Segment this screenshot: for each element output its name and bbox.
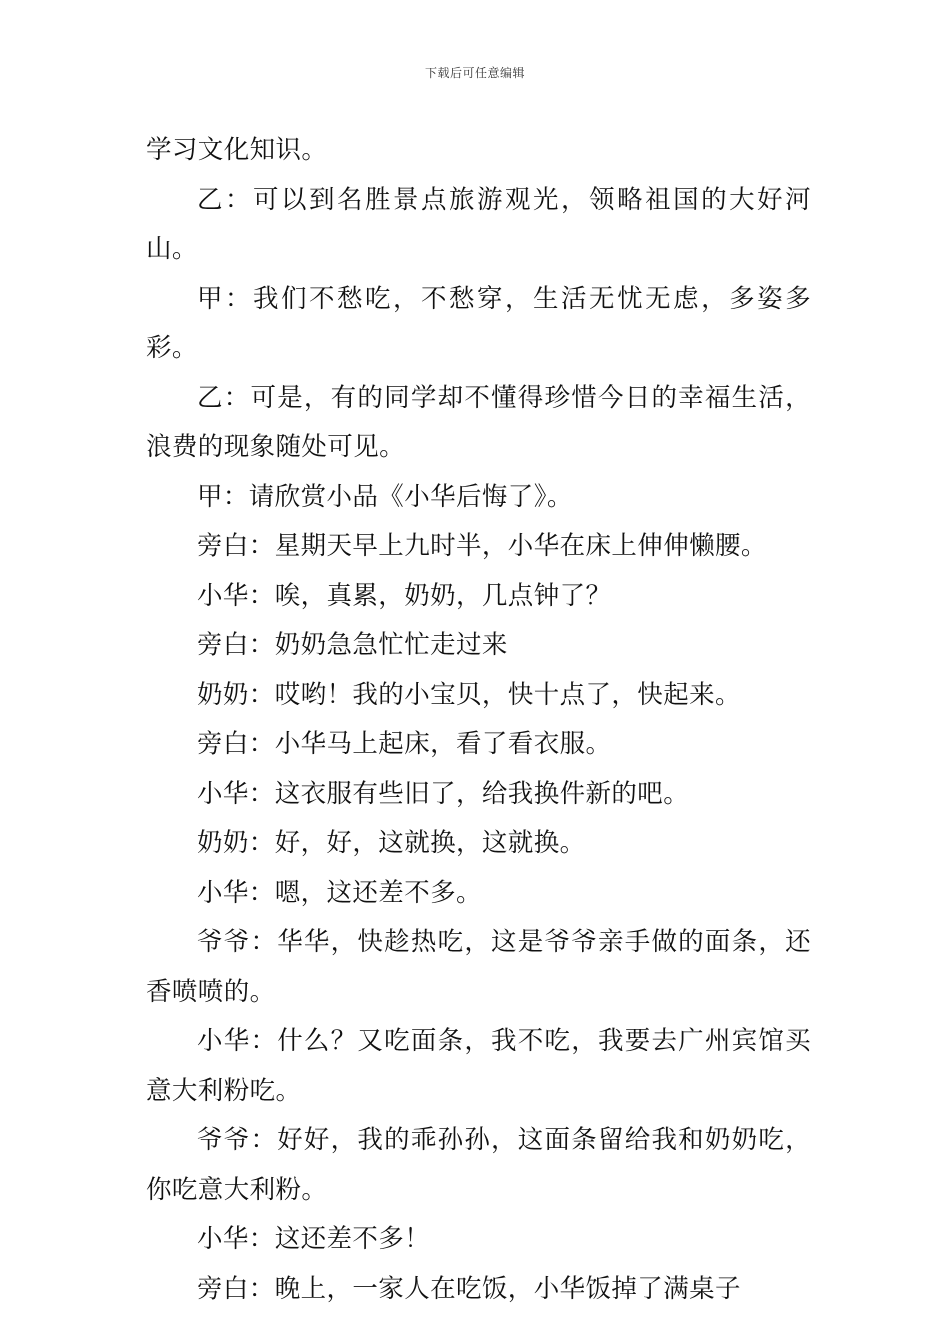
paragraph: 小华：这衣服有些旧了，给我换件新的吧。 (197, 778, 690, 809)
paragraph: 旁白：小华马上起床，看了看衣服。 (197, 729, 612, 759)
paragraph: 小华：唉，真累，奶奶，几点钟了？ (197, 580, 612, 611)
paragraph: 小华：这还差不多！ (197, 1224, 431, 1254)
paragraph: 学习文化知识。 (146, 135, 328, 165)
paragraph: 乙：可是，有的同学却不懂得珍惜今日的幸福生活，浪费的现象随处可见。 (146, 382, 811, 462)
paragraph: 甲：请欣赏小品《小华后悔了》。 (197, 481, 573, 512)
paragraph: 爷爷：好好，我的乖孙孙，这面条留给我和奶奶吃，你吃意大利粉。 (146, 1125, 811, 1205)
page-header: 下载后可任意编辑 (424, 66, 525, 80)
paragraph: 旁白：晚上，一家人在吃饭，小华饭掉了满桌子 (197, 1273, 741, 1304)
paragraph: 旁白：奶奶急急忙忙走过来 (197, 630, 508, 660)
paragraph: 爷爷：华华，快趁热吃，这是爷爷亲手做的面条，还香喷喷的。 (146, 927, 811, 1007)
paragraph: 奶奶：哎哟！我的小宝贝，快十点了，快起来。 (197, 679, 741, 710)
document-body (146, 126, 811, 1314)
paragraph: 小华：嗯，这还差不多。 (197, 877, 482, 908)
paragraph: 小华：什么？又吃面条，我不吃，我要去广州宾馆买意大利粉吃。 (146, 1026, 811, 1106)
paragraph: 奶奶：好，好，这就换，这就换。 (197, 828, 586, 858)
paragraph: 乙：可以到名胜景点旅游观光，领略祖国的大好河山。 (146, 184, 811, 264)
paragraph: 甲：我们不愁吃，不愁穿，生活无忧无虑，多姿多彩。 (146, 283, 811, 363)
paragraph: 旁白：星期天早上九时半，小华在床上伸伸懒腰。 (197, 531, 767, 561)
